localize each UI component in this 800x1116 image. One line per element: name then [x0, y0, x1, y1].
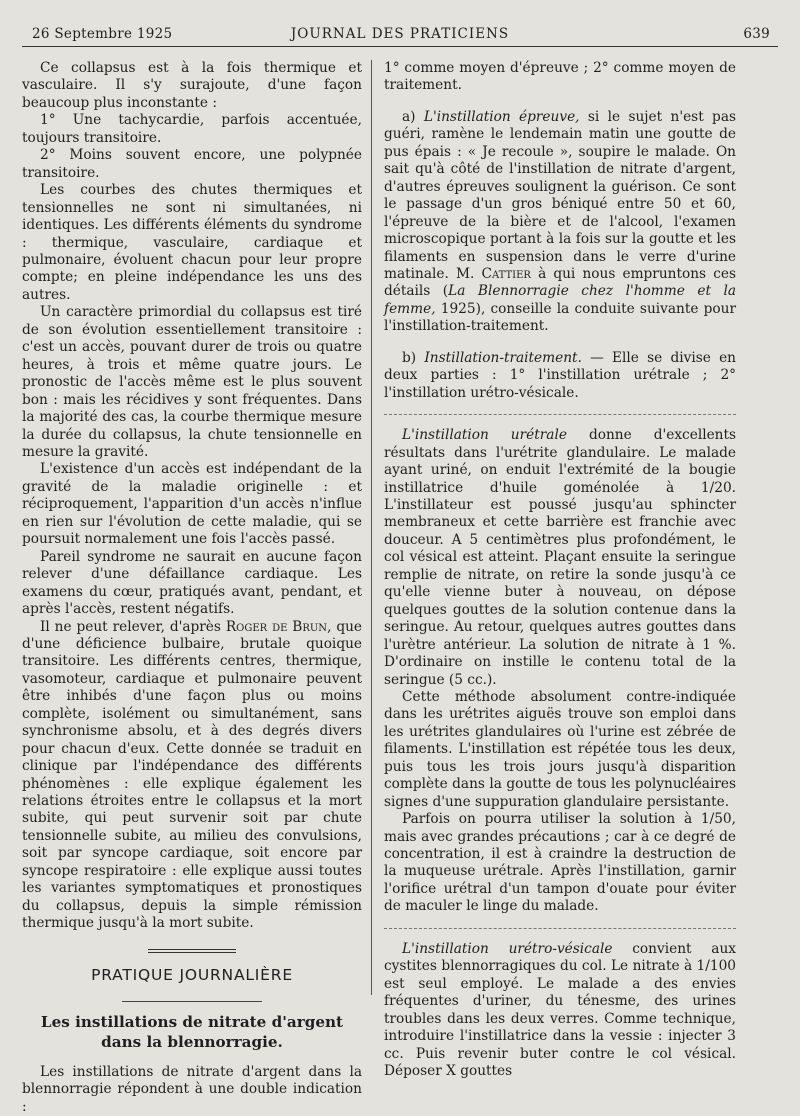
paragraph: 2° Moins souvent encore, une polypnée transitoire. — [22, 147, 362, 181]
author-name: Roger de Brun — [225, 618, 328, 635]
paragraph: Cette méthode absolument contre-indiquée dans les urétrites aiguës trouve son emploi dans les urétrites glandulaires où l'urine est zébrée de filaments. L'instillation est répétée tous les deux, puis tous les trois jours jusqu'à disparition complète dans la goutte de tous les polynucléaires signes d'une suppuration glandulaire persistante. — [384, 688, 736, 810]
paragraph-text: 1925), conseille la conduite suivante pour l'instillation-traitement. — [384, 300, 736, 335]
book-title: La Blennorragie chez l'homme et la femme, — [384, 283, 736, 317]
paragraph — [384, 350, 736, 402]
article-title-line: Les instillations de nitrate d'argent — [40, 1012, 344, 1031]
article-title — [22, 1012, 362, 1052]
paragraph: Ce collapsus est à la fois thermique et vasculaire. Il s'y surajoute, d'une façon beaucoup plus inconstante : — [22, 60, 362, 111]
list-label: a) — [402, 108, 416, 125]
page-header — [22, 26, 778, 46]
italic-term: L'instillation urétro-vésicale — [402, 940, 613, 957]
paragraph-text: , que d'une déficience bulbaire, brutale quoique transitoire. Les différents centres, thermique, vasomoteur, cardiaque et pulmonaire peuvent être inhibés d'une façon plus ou moins complète, isolément ou simultanément, sans synchronisme absolu, et à des degrés divers pour chacun d'eux. Cette donnée se traduit en clinique par l'indépendance des différents phénomènes : elle explique également les relations étroites entre le collapsus et la mort subite, qui peut survenir soit par chute tensionnelle subite, au milieu des convulsions, soit par syncope cardiaque, soit encore par syncope respiratoire : elle explique aussi toutes les variantes symptomatiques et pronostiques du collapsus, depuis la simple rémission thermique jusqu'à la mort subite. — [22, 618, 362, 932]
paragraph: Les courbes des chutes thermiques et tensionnelles ne sont ni simultanées, ni identiques. Les différents éléments du syndrome : thermique, vasculaire, cardiaque et pulmonaire, évoluent chacun pour leur propre compte; en pleine indépendance les uns des autres. — [22, 182, 362, 303]
paragraph-separator — [384, 928, 736, 929]
italic-term: Instillation-traitement. — [424, 349, 582, 366]
author-name: Cattier — [481, 265, 531, 282]
paragraph-separator — [384, 414, 736, 415]
column-divider — [371, 60, 372, 995]
paragraph-text: donne d'excellents résultats dans l'urétrite glandulaire. Le malade ayant uriné, on enduit l'extrémité de la bougie instillatrice d'huile goménolée à 1/20. L'instillateur est poussé jusqu'au sphincter membraneux et cette barrière est franchie avec douceur. A 5 centimètres plus profondément, le col vésical est atteint. Plaçant ensuite la seringue remplie de nitrate, on retire la sonde jusqu'à ce qu'elle vienne buter à nouveau, on dépose quelques gouttes de la solution contenue dans la seringue. Au retour, quelques autres gouttes dans l'urètre antérieur. La solution de nitrate à 1 %. D'ordinaire on instille le contenu total de la seringue (5 cc.). — [384, 427, 737, 688]
paragraph — [384, 941, 736, 1081]
paragraph: 1° comme moyen d'épreuve ; 2° comme moyen de traitement. — [384, 60, 736, 94]
italic-term: L'instillation urétrale — [402, 427, 567, 444]
paragraph — [384, 427, 736, 689]
header-date: 26 Septembre 1925 — [32, 26, 173, 42]
paragraph-text: Il ne peut relever, d'après — [40, 618, 221, 635]
paragraph — [384, 109, 736, 336]
section-heading: PRATIQUE JOURNALIÈRE — [91, 966, 293, 985]
section-ornament — [148, 949, 236, 954]
paragraph: L'existence d'un accès est indépendant de la gravité de la maladie originelle : et réciproquement, l'apparition d'un accès n'influe en rien sur l'évolution de cette maladie, qui se poursuit normalement une fois l'accès passé. — [22, 461, 362, 548]
article-title-line: dans la blennorragie. — [101, 1032, 283, 1051]
list-label: b) — [402, 349, 417, 366]
header-journal-title: JOURNAL DES PRATICIENS — [290, 26, 510, 42]
paragraph-text: convient aux cystites blennorragiques du col. Le nitrate à 1/100 est seul employé. Le malade a des envies fréquentes d'uriner, du ténesme, des urines troubles dans les deux verres. Comme technique, introduire l'instillatrice dans la vessie : injecter 3 cc. Puis revenir buter contre le col vésical. Déposer X gouttes — [384, 940, 736, 1080]
title-rule — [122, 1001, 262, 1002]
paragraph: Parfois on pourra utiliser la solution à 1/50, mais avec grandes précautions ; car à ce degré de concentration, il est à craindre la destruction de la muqueuse urétrale. Après l'instillation, garnir l'orifice urétral d'un tampon d'ouate pour éviter de maculer le linge du malade. — [384, 811, 736, 915]
paragraph-text: à qui nous empruntons ces détails ( — [384, 265, 736, 300]
paragraph — [22, 619, 362, 933]
paragraph: Les instillations de nitrate d'argent dans la blennorragie répondent à une double indication : — [22, 1063, 362, 1115]
paragraph-text: — Elle se divise en deux parties : 1° l'instillation urétrale ; 2° l'instillation urétro-vésicale. — [384, 349, 736, 401]
paragraph: Un caractère primordial du collapsus est tiré de son évolution essentiellement transitoire : c'est un accès, pouvant durer de trois ou quatre heures, à trois et même quatre jours. Le pronostic de l'accès même est le plus souvent bon : mais les récidives y sont fréquentes. Dans la majorité des cas, la courbe thermique mesure la durée du collapsus, la chute tensionnelle en mesure la gravité. — [22, 304, 362, 460]
header-rule — [22, 46, 778, 47]
paragraph: Pareil syndrome ne saurait en aucune façon relever d'une défaillance cardiaque. Les examens du cœur, pratiqués avant, pendant, et après l'accès, restent négatifs. — [22, 548, 362, 618]
right-column — [384, 60, 736, 1080]
left-column — [22, 60, 362, 1116]
paragraph-text: si le sujet n'est pas guéri, ramène le lendemain matin une goutte de pus épais : « Je recoule », soupire le malade. On sait qu'à côté de l'instillation de nitrate d'argent, d'autres épreuves soulignent la guérison. Ce sont le passage d'un gros béniqué entre 50 et 60, l'épreuve de la bière et de l'alcool, l'examen microscopique portant à la fois sur la goutte et les filaments en suspension dans le verre d'urine matinale. M. — [384, 108, 736, 282]
header-page-number: 639 — [743, 26, 770, 42]
paragraph: 1° Une tachycardie, parfois accentuée, toujours transitoire. — [22, 112, 362, 146]
italic-term: L'instillation épreuve, — [423, 108, 580, 125]
